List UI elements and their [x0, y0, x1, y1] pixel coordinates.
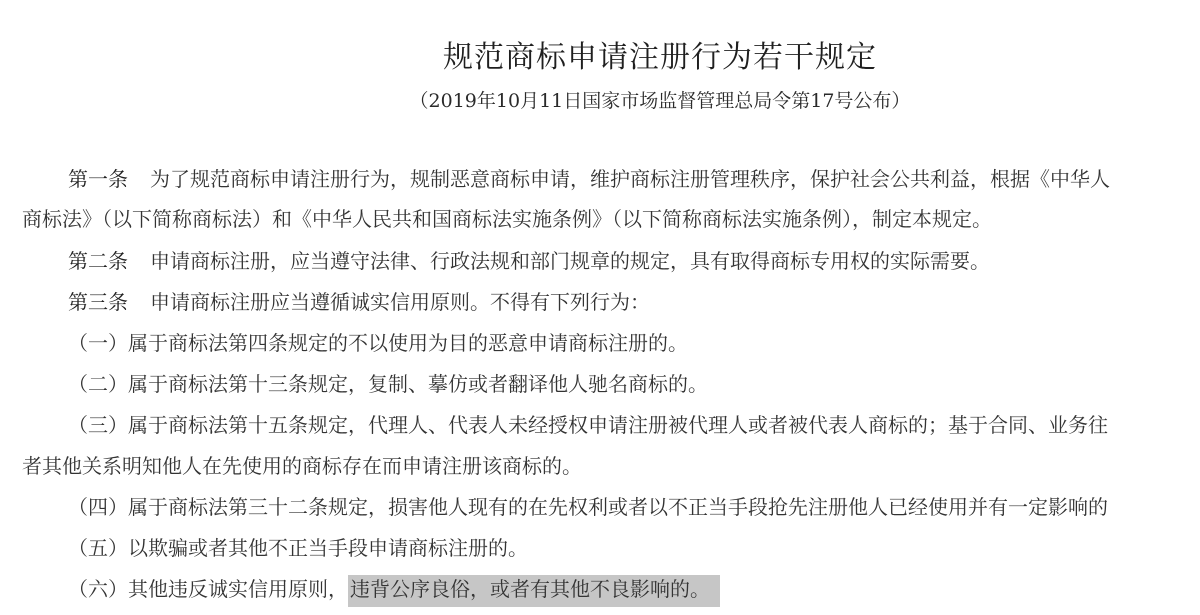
clause-1: [68, 329, 688, 357]
clause-2-text: （二）属于商标法第十三条规定，复制、摹仿或者翻译他人驰名商标的。: [68, 372, 708, 396]
article-3-label: 第三条: [68, 290, 128, 314]
clause-3: [68, 411, 1108, 439]
clause-1-text: （一）属于商标法第四条规定的不以使用为目的恶意申请商标注册的。: [68, 331, 688, 355]
clause-6-text: （六）其他违反诚实信用原则，: [68, 577, 348, 601]
document-subtitle: （2019年10月11日国家市场监督管理总局令第17号公布）: [409, 90, 911, 112]
highlighted-text-selection[interactable]: 违背公序良俗，或者有其他不良影响的。: [348, 575, 720, 607]
clause-6: [68, 575, 720, 603]
clause-3-text: （三）属于商标法第十五条规定，代理人、代表人未经授权申请注册被代理人或者被代表人商标的；基于合同、业务往: [68, 413, 1108, 437]
clause-5: [68, 534, 528, 562]
clause-4-text: （四）属于商标法第三十二条规定，损害他人现有的在先权利或者以不正当手段抢先注册他人已经使用并有一定影响的: [68, 495, 1108, 519]
clause-5-text: （五）以欺骗或者其他不正当手段申请商标注册的。: [68, 536, 528, 560]
clause-3-continuation-text: 者其他关系明知他人在先使用的商标存在而申请注册该商标的。: [22, 454, 582, 478]
article-1-label: 第一条: [68, 167, 128, 191]
article-3-line: [68, 288, 650, 316]
article-2-label: 第二条: [68, 249, 128, 273]
clause-2: [68, 370, 708, 398]
article-1-continuation: [22, 205, 992, 233]
article-1-continuation-text: 商标法》（以下简称商标法）和《中华人民共和国商标法实施条例》（以下简称商标法实施条例），制定本规定。: [22, 207, 992, 231]
article-1-text: 为了规范商标申请注册行为，规制恶意商标申请，维护商标注册管理秩序，保护社会公共利益，根据《中华人: [150, 167, 1110, 191]
article-2-line: [68, 247, 990, 275]
article-1-line: [68, 165, 1110, 193]
clause-3-continuation: [22, 452, 582, 480]
article-2-text: 申请商标注册，应当遵守法律、行政法规和部门规章的规定，具有取得商标专用权的实际需要。: [150, 249, 990, 273]
article-3-text: 申请商标注册应当遵循诚实信用原则。不得有下列行为：: [150, 290, 650, 314]
document-title: 规范商标申请注册行为若干规定: [443, 40, 877, 75]
clause-4: [68, 493, 1108, 521]
